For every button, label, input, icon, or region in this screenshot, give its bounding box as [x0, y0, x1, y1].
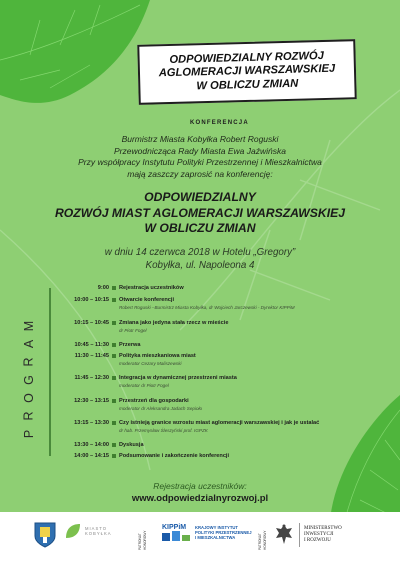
program-letter: P: [22, 429, 36, 439]
program-letter: M: [21, 320, 36, 332]
invite-line: mają zaszczy zaprosić na konferencję:: [127, 168, 273, 179]
top-left-leaf-shape: [0, 0, 150, 103]
date-and-venue: [18, 246, 382, 272]
agenda-speaker: moderator dr Aleksandra Jadach Sepioło: [119, 406, 203, 411]
kippim-text: KRAJOWY INSTYTUT POLITYKI PRZESTRZENNEJ I MIESZKALNICTWA: [195, 525, 252, 540]
bullet-icon: [112, 354, 116, 358]
event-title-box: [137, 39, 356, 105]
headline-line: ROZWÓJ MIAST AGLOMERACJI WARSZAWSKIEJ: [54, 205, 346, 220]
program-letter: O: [21, 393, 36, 403]
patronat-label: [140, 526, 146, 550]
program-letter: R: [22, 411, 36, 421]
ministry-logo: [273, 522, 342, 548]
agenda-speaker: moderator dr Piotr Fogel: [119, 383, 169, 388]
agenda-title: Rejestracja uczestników: [119, 285, 184, 291]
conference-label: KONFERENCJA: [190, 120, 249, 126]
agenda-time: 12:30 – 13:15: [74, 398, 109, 404]
kobylka-logo: [64, 522, 112, 540]
invitation-text: [18, 134, 382, 180]
agenda-time: 11:45 – 12:30: [74, 375, 109, 381]
agenda-time: 13:30 – 14:00: [74, 442, 109, 448]
bullet-icon: [112, 298, 116, 302]
ministry-divider: [299, 523, 300, 547]
program-letter: A: [22, 339, 36, 349]
agenda-time: 10:00 – 10:15: [74, 297, 109, 303]
agenda-title: Dyskusja: [119, 442, 144, 448]
bullet-icon: [112, 321, 116, 325]
kobylka-coat-of-arms-icon: [34, 522, 56, 548]
agenda-time: 9:00: [97, 285, 109, 291]
registration-label: Rejestracja uczestników:: [153, 481, 247, 491]
agenda-time: 14:00 – 14:15: [74, 453, 109, 459]
agenda-time: 11:30 – 11:45: [74, 353, 109, 359]
program-divider: [49, 288, 51, 456]
date-line: w dniu 14 czerwca 2018 w Hotelu „Gregory”: [104, 247, 296, 258]
agenda-title: Integracja w dynamicznej przestrzeni miasta: [119, 375, 237, 381]
agenda-speaker: moderator Cezary Maliszewski: [119, 361, 182, 366]
invite-line: Burmistrz Miasta Kobyłka Robert Roguski: [121, 134, 279, 144]
agenda-title: Przerwa: [119, 342, 141, 348]
bullet-icon: [112, 286, 116, 290]
kippim-name: KIPPiM: [162, 524, 187, 531]
patronat-text: PATRONAT HONOROWY: [138, 530, 147, 550]
kobylka-logo-text: MIASTO KOBYŁKA: [85, 526, 112, 536]
kippim-logo: [162, 524, 252, 541]
agenda-title: Przestrzeń dla gospodarki: [119, 398, 189, 404]
program-letter: G: [21, 375, 36, 385]
kippim-graphic-icon: [162, 531, 192, 541]
event-title: ODPOWIEDZIALNY ROZWÓJ AGLOMERACJI WARSZAWSKIEJ W OBLICZU ZMIAN: [158, 49, 336, 93]
program-vertical-label: [20, 318, 38, 442]
agenda-title: Zmiana jako jedyna stała rzecz w mieście: [119, 320, 229, 326]
bullet-icon: [112, 443, 116, 447]
patronat-label-2: [260, 526, 266, 550]
agenda-speaker: dr hab. Przemysław Śleszyński prof. IGPZK: [119, 428, 208, 433]
agenda-speaker: Robert Roguski –Burmistrz Miasta Kobyłka, dr Wojciech Jarczewski - Dyrektor KIPPiM: [119, 305, 295, 310]
agenda-time: 10:45 – 11:30: [74, 342, 109, 348]
ministry-text: MINISTERSTWO INWESTYCJI I ROZWOJU: [304, 526, 342, 543]
headline-line: ODPOWIEDZIALNY: [144, 190, 256, 204]
bullet-icon: [112, 399, 116, 403]
bullet-icon: [112, 421, 116, 425]
agenda-time: 10:15 – 10:45: [74, 320, 109, 326]
bullet-icon: [112, 454, 116, 458]
agenda-title: Otwarcie konferencji: [119, 297, 175, 303]
invite-line: Przy współpracy Instytutu Polityki Przestrzennej i Mieszkalnictwa: [78, 157, 322, 167]
venue-line: Kobyłka, ul. Napoleona 4: [145, 260, 255, 271]
agenda-title: Podsumowanie i zakończenie konferencji: [119, 453, 230, 459]
conference-headline: [10, 190, 390, 237]
bullet-icon: [112, 376, 116, 380]
footer-logos: [0, 512, 400, 568]
eagle-emblem-icon: [273, 522, 295, 548]
invite-line: Przewodnicząca Rady Miasta Ewa Jaźwińska: [114, 145, 286, 156]
agenda-time: 13:15 – 13:30: [74, 420, 109, 426]
agenda-title: Czy istnieją granice wzrostu miast aglomeracji warszawskiej i jak je ustalać: [119, 420, 320, 426]
agenda-speaker: dr Piotr Fogel: [119, 328, 147, 333]
registration-link[interactable]: www.odpowiedzialnyrozwoj.pl: [131, 493, 269, 504]
kobylka-leaf-icon: [64, 522, 82, 540]
agenda-title: Polityka mieszkaniowa miast: [119, 353, 196, 359]
bullet-icon: [112, 343, 116, 347]
program-letter: R: [22, 357, 36, 367]
headline-line: W OBLICZU ZMIAN: [144, 221, 256, 235]
patronat-text: PATRONAT HONOROWY: [258, 530, 267, 550]
